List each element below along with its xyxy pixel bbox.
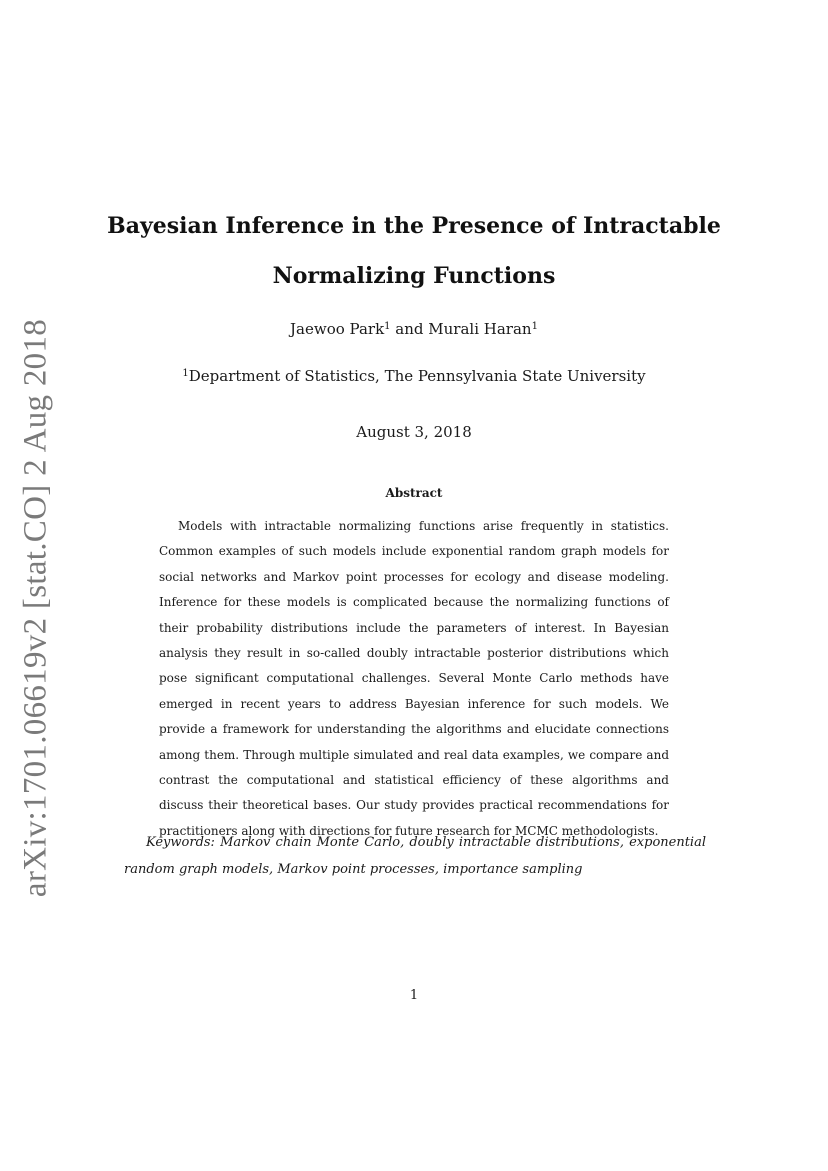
affiliation-marker: 1 bbox=[384, 321, 391, 332]
author-conjunction: and bbox=[390, 320, 429, 338]
affiliation-marker: 1 bbox=[182, 368, 189, 379]
author-list bbox=[100, 320, 728, 338]
paper-title: Bayesian Inference in the Presence of Intractable Normalizing Functions bbox=[107, 213, 721, 289]
keywords: Keywords: Markov chain Monte Carlo, doubly intractable distributions, exponential random graph models, Markov point processes, importance sampling bbox=[124, 835, 706, 877]
affiliation-text: Department of Statistics, The Pennsylvania State University bbox=[188, 367, 646, 385]
author-affiliation bbox=[100, 367, 728, 385]
author-name: Murali Haran bbox=[428, 320, 532, 338]
abstract-text: Models with intractable normalizing functions arise frequently in statistics. Common examples of such models include exponential random graph models for social networks and Markov point processes for ecology and disease modeling. Inference for these models is complicated because the normalizing functions of their probability distributions include the parameters of interest. In Bayesian analysis they result in so-called doubly intractable posterior distributions which pose significant computational challenges. Several Monte Carlo methods have emerged in recent years to address Bayesian inference for such models. We provide a framework for understanding the algorithms and elucidate connections among them. Through multiple simulated and real data examples, we compare and contrast the computational and statistical efficiency of these algorithms and discuss their theoretical bases. Our study provides practical recommendations for practitioners along with directions for future research for MCMC methodologists. bbox=[159, 519, 669, 838]
abstract-heading: Abstract bbox=[385, 486, 443, 500]
publication-date: August 3, 2018 bbox=[356, 423, 472, 441]
author-name: Jaewoo Park bbox=[290, 320, 385, 338]
affiliation-marker: 1 bbox=[531, 321, 538, 332]
page-number: 1 bbox=[409, 988, 419, 1003]
arxiv-identifier: arXiv:1701.06619v2 [stat.CO] 2 Aug 2018 bbox=[17, 318, 54, 898]
